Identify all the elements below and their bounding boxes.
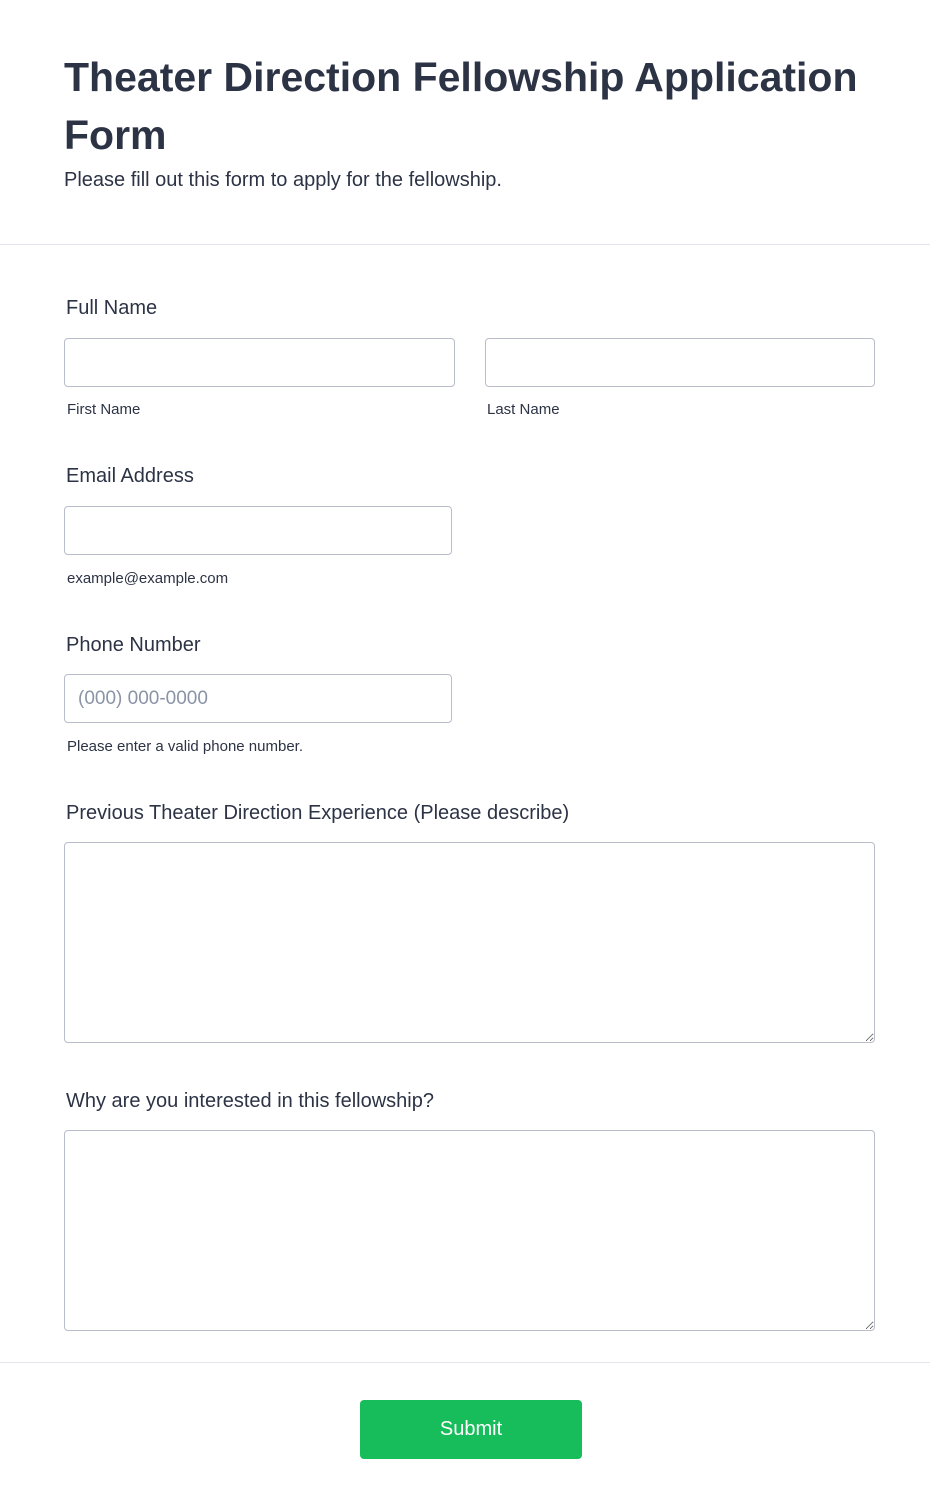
footer-divider bbox=[0, 1362, 930, 1363]
full-name-label: Full Name bbox=[66, 297, 158, 319]
experience-textarea[interactable] bbox=[64, 842, 875, 1043]
interest-textarea[interactable] bbox=[64, 1130, 875, 1331]
email-label: Email Address bbox=[66, 465, 194, 487]
last-name-input[interactable] bbox=[485, 338, 875, 387]
last-name-sublabel: Last Name bbox=[487, 401, 560, 418]
phone-label: Phone Number bbox=[66, 634, 201, 656]
first-name-sublabel: First Name bbox=[67, 401, 141, 418]
phone-sublabel: Please enter a valid phone number. bbox=[67, 738, 303, 755]
form-title: Theater Direction Fellowship Application Form bbox=[64, 54, 858, 158]
form-header bbox=[0, 0, 930, 245]
first-name-input[interactable] bbox=[64, 338, 455, 387]
email-sublabel: example@example.com bbox=[67, 570, 229, 587]
email-input[interactable] bbox=[64, 506, 452, 555]
experience-label: Previous Theater Direction Experience (Please describe) bbox=[66, 802, 570, 824]
interest-label: Why are you interested in this fellowship? bbox=[66, 1090, 434, 1112]
submit-button[interactable]: Submit bbox=[360, 1400, 582, 1459]
phone-input[interactable] bbox=[64, 674, 452, 723]
form-subtitle: Please fill out this form to apply for the fellowship. bbox=[64, 169, 502, 191]
